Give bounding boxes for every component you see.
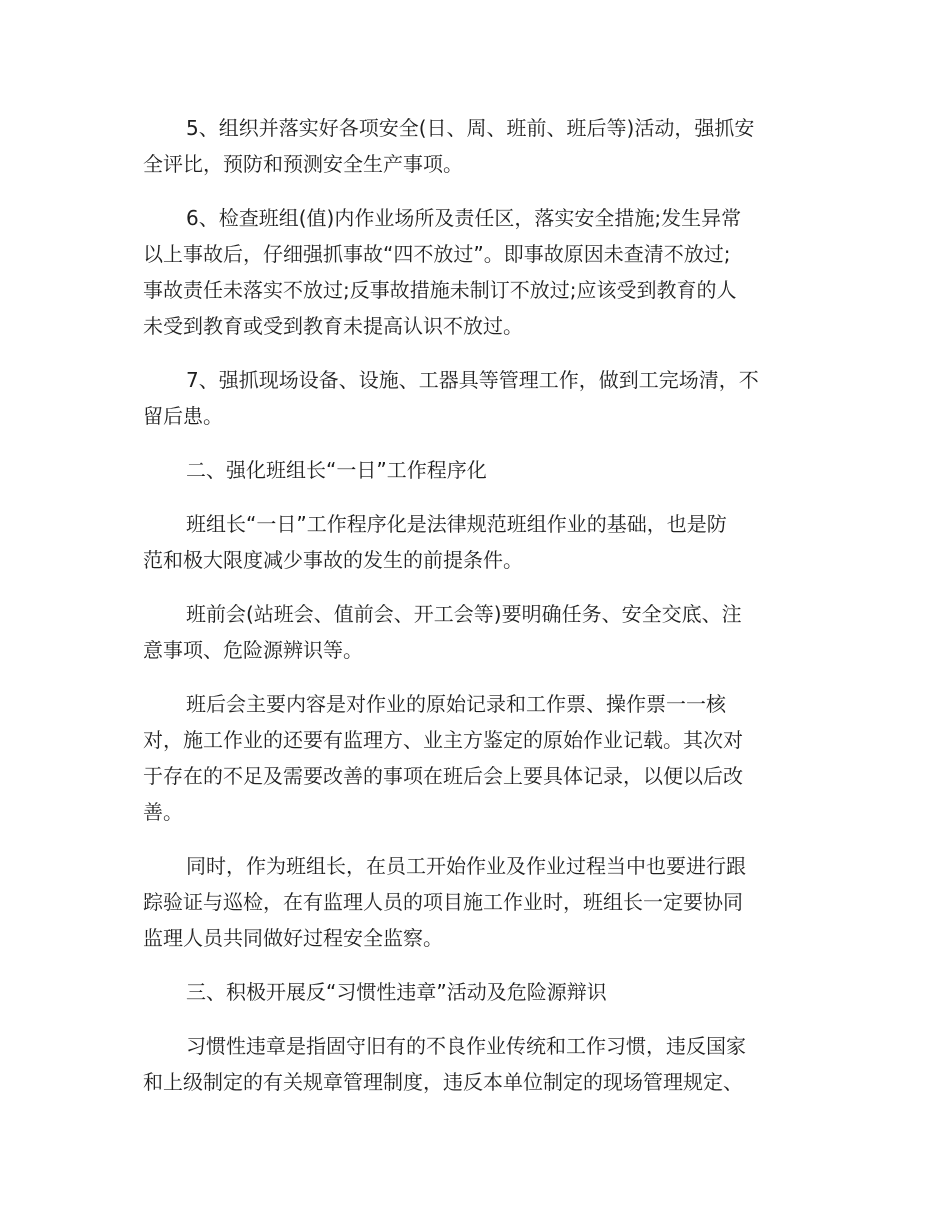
section-heading: 二、强化班组长“一日”工作程序化 — [186, 458, 487, 482]
paragraph-line: 全评比，预防和预测安全生产事项。 — [143, 152, 463, 176]
paragraph-line: 于存在的不足及需要改善的事项在班后会上要具体记录，以便以后改 — [143, 764, 743, 788]
paragraph-line: 班前会(站班会、值前会、开工会等)要明确任务、安全交底、注 — [186, 602, 742, 626]
paragraph-line: 习惯性违章是指固守旧有的不良作业传统和工作习惯，违反国家 — [186, 1034, 746, 1058]
paragraph-line: 和上级制定的有关规章管理制度，违反本单位制定的现场管理规定、 — [143, 1070, 743, 1094]
paragraph-line: 意事项、危险源辨识等。 — [143, 638, 363, 662]
paragraph-line: 7、强抓现场设备、设施、工器具等管理工作，做到工完场清，不 — [186, 368, 759, 392]
paragraph-line: 监理人员共同做好过程安全监察。 — [143, 926, 443, 950]
paragraph-line: 留后患。 — [143, 404, 223, 428]
paragraph-line: 未受到教育或受到教育未提高认识不放过。 — [143, 314, 523, 338]
paragraph-line: 以上事故后，仔细强抓事故“四不放过”。即事故原因未查清不放过; — [143, 242, 731, 266]
paragraph-line: 班后会主要内容是对作业的原始记录和工作票、操作票一一核 — [186, 692, 726, 716]
paragraph-line: 班组长“一日”工作程序化是法律规范班组作业的基础，也是防 — [186, 512, 727, 536]
paragraph-line: 对，施工作业的还要有监理方、业主方鉴定的原始作业记载。其次对 — [143, 728, 743, 752]
paragraph-line: 同时，作为班组长，在员工开始作业及作业过程当中也要进行跟 — [186, 854, 746, 878]
paragraph-line: 善。 — [143, 800, 183, 824]
paragraph-line: 事故责任未落实不放过;反事故措施未制订不放过;应该受到教育的人 — [143, 278, 737, 302]
paragraph-line: 踪验证与巡检，在有监理人员的项目施工作业时，班组长一定要协同 — [143, 890, 743, 914]
paragraph-line: 5、组织并落实好各项安全(日、周、班前、班后等)活动，强抓安 — [186, 116, 755, 140]
section-heading: 三、积极开展反“习惯性违章”活动及危险源辩识 — [186, 980, 607, 1004]
paragraph-line: 范和极大限度减少事故的发生的前提条件。 — [143, 548, 523, 572]
paragraph-line: 6、检查班组(值)内作业场所及责任区，落实安全措施;发生异常 — [186, 206, 742, 230]
